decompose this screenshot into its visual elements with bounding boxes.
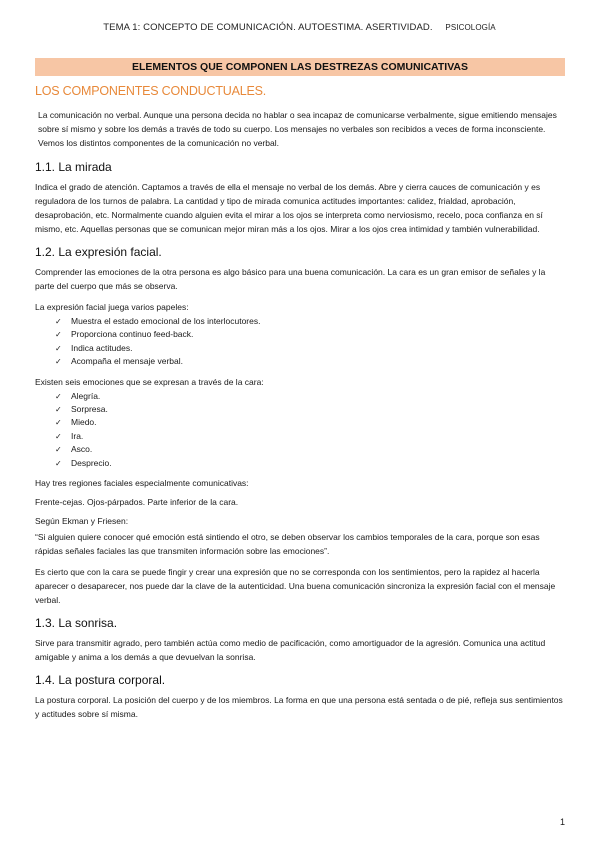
main-content: [35, 84, 567, 721]
list-item: ✓ Miedo.: [55, 416, 567, 429]
list-item: ✓ Muestra el estado emocional de los interlocutores.: [55, 315, 567, 328]
check-icon: ✓: [55, 458, 62, 468]
ekman-quote: “Si alguien quiere conocer qué emoción está sintiendo el otro, se deben observar los cambios temporales de la cara, porque son esas rápidas señales faciales las que transmiten información sobre las emociones”.: [35, 532, 540, 557]
facial-closing: Es cierto que con la cara se puede fingir y crear una expresión que no se corresponda con los sentimientos, pero la rapidez al hacerla aparecer o desaparecer, nos puede dar la clave de la autenticidad. Una buena comunicación sincroniza la expresión facial con el mensaje verbal.: [35, 567, 556, 606]
roles-intro: La expresión facial juega varios papeles:: [35, 302, 189, 312]
check-icon: ✓: [55, 445, 62, 455]
check-icon: ✓: [55, 405, 62, 415]
roles-list: [35, 315, 567, 369]
list-item: ✓ Desprecio.: [55, 457, 567, 470]
list-item: ✓ Alegría.: [55, 390, 567, 403]
list-item: ✓ Asco.: [55, 443, 567, 456]
emotions-intro: Existen seis emociones que se expresan a través de la cara:: [35, 376, 264, 387]
heading-mirada: 1.1. La mirada: [35, 160, 112, 174]
regions-text: Frente-cejas. Ojos-párpados. Parte inferior de la cara.: [35, 497, 239, 508]
topic-banner: ELEMENTOS QUE COMPONEN LAS DESTREZAS COMUNICATIVAS: [35, 58, 565, 76]
mirada-paragraph: Indica el grado de atención. Captamos a través de ella el mensaje no verbal de los demás. Abre y cierra cauces de comunicación y es reguladora de los turnos de palabra. La cantidad y tipo de mirada comunica actitudes importantes: calidez, frialdad, aprobación, desaprobación, etc. Normalmente cuando alguien evita el mirar a los ojos se interpreta como nerviosismo, recelo, poca confianza en sí mismo, etc. Aquellas personas que se comunican mejor miran más a los ojos. Mirar a los ojos crea intimidad y también vulnerabilidad.: [35, 182, 543, 234]
list-item: ✓ Ira.: [55, 430, 567, 443]
check-icon: ✓: [55, 391, 62, 401]
heading-postura: 1.4. La postura corporal.: [35, 673, 166, 688]
check-icon: ✓: [55, 317, 62, 326]
list-item: ✓ Indica actitudes.: [55, 342, 567, 355]
header-title: TEMA 1: CONCEPTO DE COMUNICACIÓN. AUTOESTIMA. ASERTIVIDAD.: [103, 22, 433, 33]
page-header: [0, 22, 599, 33]
header-subject: PSICOLOGÍA: [445, 23, 496, 32]
intro-paragraph: La comunicación no verbal. Aunque una persona decida no hablar o sea incapaz de comunicarse verbalmente, sigue emitiendo mensajes sobre sí mismo y sobre los demás a través de todo su cuerpo. Los mensajes no verbales son recibidos a veces de forma inconsciente. Vemos los distintos componentes de la comunicación no verbal.: [38, 110, 557, 148]
check-icon: ✓: [55, 343, 62, 353]
list-item: ✓ Sorpresa.: [55, 403, 567, 416]
heading-expresion-facial: 1.2. La expresión facial.: [35, 245, 162, 259]
expresion-paragraph: Comprender las emociones de la otra persona es algo básico para una buena comunicación. La cara es un gran emisor de señales y la parte del cuerpo que más se observa.: [35, 267, 546, 291]
list-item: ✓ Proporciona continuo feed-back.: [55, 328, 567, 341]
check-icon: ✓: [55, 357, 62, 367]
emotions-list: [35, 390, 567, 470]
list-item: ✓ Acompaña el mensaje verbal.: [55, 355, 567, 368]
page-number: 1: [559, 817, 565, 827]
heading-sonrisa: 1.3. La sonrisa.: [35, 616, 118, 631]
ekman-intro: Según Ekman y Friesen:: [35, 516, 129, 527]
postura-paragraph: La postura corporal. La posición del cuerpo y de los miembros. La forma en que una persona está sentada o de pié, refleja sus sentimientos y actitudes sobre sí misma.: [35, 695, 563, 720]
check-icon: ✓: [55, 418, 62, 428]
check-icon: ✓: [55, 431, 62, 441]
regions-intro: Hay tres regiones faciales especialmente comunicativas:: [35, 478, 249, 489]
check-icon: ✓: [55, 330, 62, 340]
section-title: LOS COMPONENTES CONDUCTUALES.: [35, 84, 267, 98]
sonrisa-paragraph: Sirve para transmitir agrado, pero también actúa como medio de pacificación, como amortiguador de la agresión. Comunica una actitud amigable y anima a los demás a que devuelvan la sonrisa.: [35, 638, 546, 663]
